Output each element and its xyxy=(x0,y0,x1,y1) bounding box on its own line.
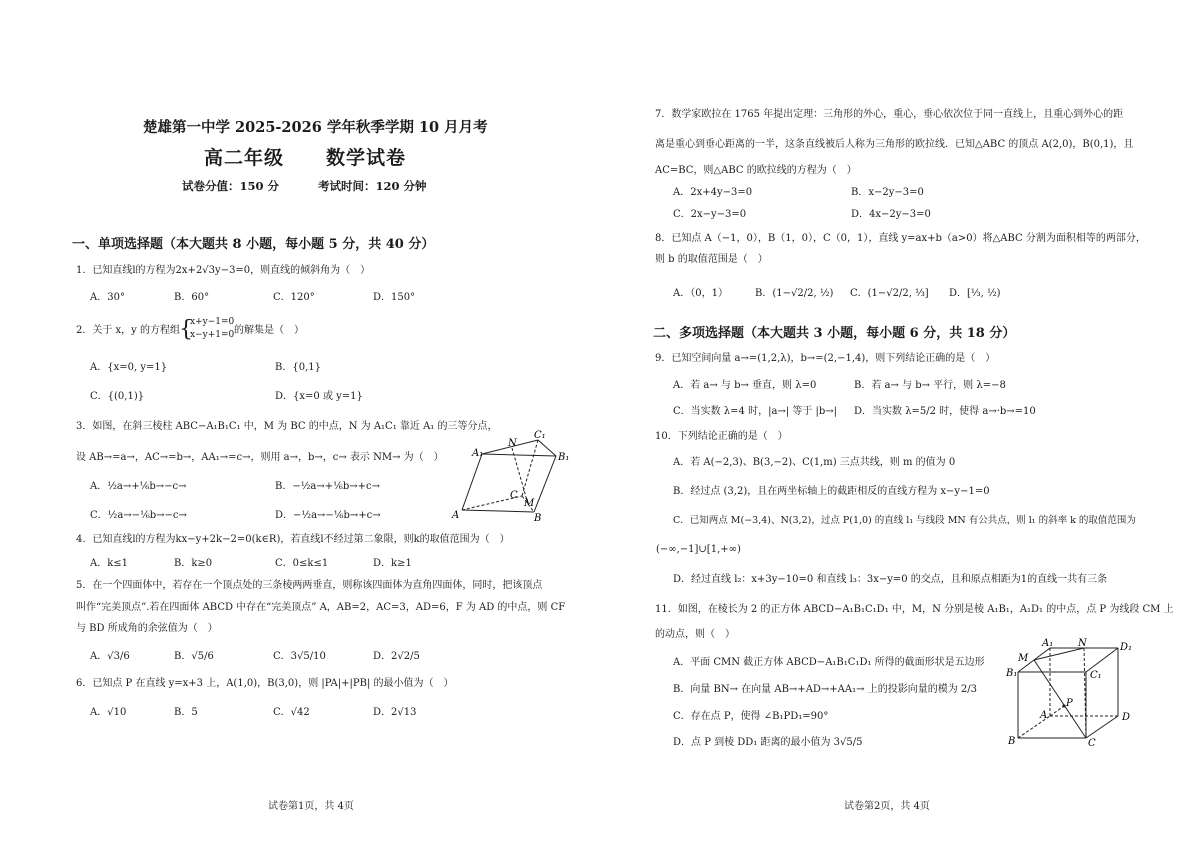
prism-label-B: B xyxy=(534,513,542,524)
subject-label: 数学试卷 xyxy=(326,147,407,169)
question-5-stem-line1: 5．在一个四面体中，若存在一个顶点处的三条棱两两垂直，则称该四面体为直角四面体，同时，把该顶点 xyxy=(76,580,543,591)
score-label: 试卷分值：150 分 xyxy=(182,179,280,193)
question-11-stem-line1: 11．如图，在棱长为 2 的正方体 ABCD−A₁B₁C₁D₁ 中，M，N 分别是棱 A₁B₁，A₁D₁ 的中点，点 P 为线段 CM 上 xyxy=(655,604,1174,615)
question-5-stem-line2: 叫作“完美顶点”.若在四面体 ABCD 中存在“完美顶点” A，AB=2，AC=3，AD=6，F 为 AD 的中点，则 CF xyxy=(76,602,566,613)
cube-label-A: A xyxy=(1040,710,1048,721)
page-2-footer: 试卷第2页，共 4页 xyxy=(844,801,930,812)
time-label: 考试时间：120 分钟 xyxy=(318,179,427,193)
question-8-option-b[interactable]: B．(1−√2/2, ½) xyxy=(755,288,834,299)
question-1-option-c[interactable]: C．120° xyxy=(273,292,315,303)
question-2-option-d[interactable]: D．{x=0 或 y=1} xyxy=(275,391,363,402)
prism-figure xyxy=(448,428,578,524)
question-7-option-c[interactable]: C．2x−y−3=0 xyxy=(673,209,747,220)
question-2-option-c[interactable]: C．{(0,1)} xyxy=(90,391,145,402)
question-1-stem: 1．已知直线l的方程为2x+2√3y−3=0，则直线的倾斜角为（ ） xyxy=(76,265,371,276)
cube-label-C: C xyxy=(1088,738,1096,748)
question-3-option-c[interactable]: C．½a→−⅙b→−c→ xyxy=(90,510,187,521)
question-8-option-a[interactable]: A．（0，1） xyxy=(673,288,728,299)
question-3-option-d[interactable]: D．−½a→−⅙b→+c→ xyxy=(275,510,381,521)
question-7-option-b[interactable]: B．x−2y−3=0 xyxy=(851,187,924,198)
question-4-option-b[interactable]: B．k≥0 xyxy=(174,558,213,569)
question-9-option-a[interactable]: A．若 a→ 与 b→ 垂直，则 λ=0 xyxy=(673,380,817,391)
exam-page-2 xyxy=(600,0,1200,856)
cube-label-M: M xyxy=(1018,653,1029,664)
question-1-option-d[interactable]: D．150° xyxy=(373,292,416,303)
question-10-option-c[interactable]: C．已知两点 M(−3,4)、N(3,2)，过点 P(1,0) 的直线 l₁ 与线段 MN 有公共点，则 l₁ 的斜率 k 的取值范围为 xyxy=(673,515,1136,526)
cube-label-D1: D₁ xyxy=(1120,642,1133,653)
question-3-stem-line2: 设 AB→=a→，AC→=b→，AA₁→=c→，则用 a→，b→，c→ 表示 NM→ 为（ ） xyxy=(76,452,444,463)
question-3-stem-line1: 3．如图，在斜三棱柱 ABC−A₁B₁C₁ 中，M 为 BC 的中点，N 为 A₁C₁ 靠近 A₁ 的三等分点， xyxy=(76,421,498,432)
cube-figure xyxy=(1004,636,1154,748)
question-9-option-d[interactable]: D．当实数 λ=5/2 时，使得 a→·b→=10 xyxy=(854,406,1036,417)
prism-label-M: M xyxy=(524,498,535,509)
question-8-option-c[interactable]: C．(1−√2/2, ⅓] xyxy=(850,288,929,299)
question-6-option-c[interactable]: C．√42 xyxy=(273,707,310,718)
cube-label-B1: B₁ xyxy=(1006,668,1018,679)
question-2-eq2: x−y+1=0 xyxy=(190,330,235,340)
prism-label-A: A xyxy=(452,510,460,521)
prism-label-B1: B₁ xyxy=(558,452,570,463)
question-11-option-b[interactable]: B．向量 BN→ 在向量 AB→+AD→+AA₁→ 上的投影向量的模为 2/3 xyxy=(673,684,977,695)
question-5-option-a[interactable]: A．√3/6 xyxy=(90,651,130,662)
question-10-stem: 10．下列结论正确的是（ ） xyxy=(655,431,788,442)
question-10-option-b[interactable]: B．经过点 (3,2)，且在两坐标轴上的截距相反的直线方程为 x−y−1=0 xyxy=(673,486,990,497)
grade-label: 高二年级 xyxy=(204,147,285,169)
question-9-option-c[interactable]: C．当实数 λ=4 时，|a→| 等于 |b→| xyxy=(673,406,838,417)
question-4-option-d[interactable]: D．k≥1 xyxy=(373,558,412,569)
prism-label-C: C xyxy=(510,490,518,501)
question-3-option-b[interactable]: B．−½a→+⅙b→+c→ xyxy=(275,481,380,492)
cube-label-A1: A₁ xyxy=(1042,638,1054,649)
question-11-stem-line2: 的动点，则（ ） xyxy=(655,629,735,640)
section-2-title: 二、多项选择题（本大题共 3 小题，每小题 6 分，共 18 分） xyxy=(653,326,1016,341)
question-9-stem: 9．已知空间向量 a→=(1,2,λ)，b→=(2,−1,4)，则下列结论正确的是（ ） xyxy=(655,353,996,364)
cube-label-C1: C₁ xyxy=(1090,670,1102,681)
question-7-stem-line1: 7．数学家欧拉在 1765 年提出定理：三角形的外心，重心，垂心依次位于同一直线上，且重心到外心的距 xyxy=(655,109,1124,120)
prism-label-A1: A₁ xyxy=(472,448,484,459)
question-6-stem: 6．已知点 P 在直线 y=x+3 上，A(1,0)，B(3,0)，则 |PA|+|PB| 的最小值为（ ） xyxy=(76,678,454,689)
question-5-stem-line3: 与 BD 所成角的余弦值为（ ） xyxy=(76,623,218,634)
question-6-option-a[interactable]: A．√10 xyxy=(90,707,127,718)
question-3-option-a[interactable]: A．½a→+⅙b→−c→ xyxy=(90,481,187,492)
question-2-eq1: x+y−1=0 xyxy=(190,317,235,327)
question-5-option-b[interactable]: B．√5/6 xyxy=(174,651,214,662)
system-brace-icon: { xyxy=(179,317,193,342)
question-4-option-c[interactable]: C．0≤k≤1 xyxy=(275,558,329,569)
question-10-option-d[interactable]: D．经过直线 l₂：x+3y−10=0 和直线 l₃：3x−y=0 的交点，且和原点相距为1的直线一共有三条 xyxy=(673,574,1108,585)
question-4-option-a[interactable]: A．k≤1 xyxy=(90,558,129,569)
question-2-stem-pre: 2．关于 x，y 的方程组 xyxy=(76,325,181,336)
question-9-option-b[interactable]: B．若 a→ 与 b→ 平行，则 λ=−8 xyxy=(854,380,1006,391)
page-1-footer: 试卷第1页，共 4页 xyxy=(268,801,354,812)
question-4-stem: 4．已知直线l的方程为kx−y+2k−2=0(k∈R)，若直线l不经过第二象限，则k的取值范围为（ ） xyxy=(76,534,510,545)
question-8-stem-line1: 8．已知点 A（−1，0），B（1，0），C（0，1），直线 y=ax+b（a>0）将△ABC 分割为面积相等的两部分， xyxy=(655,233,1146,244)
exam-title: 楚雄第一中学 2025-2026 学年秋季学期 10 月月考 xyxy=(143,119,488,136)
question-11-option-a[interactable]: A．平面 CMN 截正方体 ABCD−A₁B₁C₁D₁ 所得的截面形状是五边形 xyxy=(673,657,985,668)
question-6-option-b[interactable]: B．5 xyxy=(174,707,198,718)
question-11-option-d[interactable]: D．点 P 到棱 DD₁ 距离的最小值为 3√5/5 xyxy=(673,737,863,748)
section-1-title: 一、单项选择题（本大题共 8 小题，每小题 5 分，共 40 分） xyxy=(72,237,435,252)
cube-label-D: D xyxy=(1122,712,1131,723)
cube-label-N: N xyxy=(1078,638,1087,649)
cube-label-P: P xyxy=(1066,698,1073,709)
question-7-stem-line2: 离是重心到垂心距离的一半，这条直线被后人称为三角形的欧拉线．已知△ABC 的顶点 A(2,0)，B(0,1)，且 xyxy=(655,139,1134,150)
question-2-stem-post: 的解集是（ ） xyxy=(234,325,304,336)
prism-label-C1: C₁ xyxy=(534,430,546,441)
question-2-option-a[interactable]: A．{x=0, y=1} xyxy=(90,362,168,373)
question-8-option-d[interactable]: D．[⅓, ½) xyxy=(949,288,1001,299)
question-5-option-c[interactable]: C．3√5/10 xyxy=(273,651,326,662)
question-7-stem-line3: AC=BC，则△ABC 的欧拉线的方程为（ ） xyxy=(655,165,857,176)
question-7-option-d[interactable]: D．4x−2y−3=0 xyxy=(851,209,931,220)
question-10-option-c-range: (−∞,−1]∪[1,+∞) xyxy=(656,544,741,555)
question-6-option-d[interactable]: D．2√13 xyxy=(373,707,417,718)
cube-label-B: B xyxy=(1008,736,1016,747)
question-8-stem-line2: 则 b 的取值范围是（ ） xyxy=(655,254,768,265)
question-2-option-b[interactable]: B．{0,1} xyxy=(275,362,321,373)
question-1-option-a[interactable]: A．30° xyxy=(90,292,125,303)
question-5-option-d[interactable]: D．2√2/5 xyxy=(373,651,420,662)
prism-label-N: N xyxy=(508,438,517,449)
question-10-option-a[interactable]: A．若 A(−2,3)、B(3,−2)、C(1,m) 三点共线，则 m 的值为 0 xyxy=(673,457,956,468)
question-7-option-a[interactable]: A．2x+4y−3=0 xyxy=(673,187,753,198)
question-11-option-c[interactable]: C．存在点 P，使得 ∠B₁PD₁=90° xyxy=(673,711,829,722)
question-1-option-b[interactable]: B．60° xyxy=(174,292,210,303)
